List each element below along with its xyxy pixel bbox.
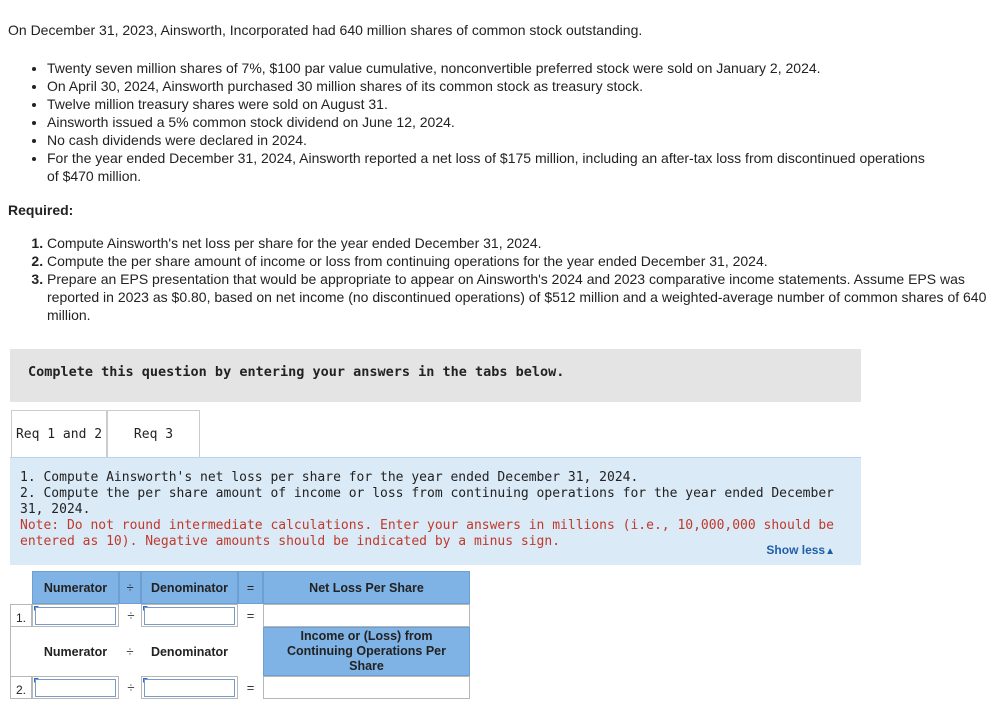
continuing-operations-header: Income or (Loss) from Continuing Operations Per Share <box>263 627 470 676</box>
fact-item: • Twenty seven million shares of 7%, $100 par value cumulative, nonconvertible preferred stock were sold on January 2, 2024. <box>47 59 927 77</box>
net-loss-per-share-result <box>263 604 470 627</box>
tab-req-3[interactable] <box>107 410 200 458</box>
row-label-2: 2. <box>10 676 32 699</box>
equals-sign-2: = <box>246 680 255 695</box>
equals-sign-1: = <box>246 608 255 623</box>
denominator-cell-1 <box>141 604 238 627</box>
tab-label: Req 1 and 2 <box>15 427 103 442</box>
intro-text: On December 31, 2023, Ainsworth, Incorporated had 640 million shares of common stock outstanding. <box>8 22 643 38</box>
grid-corner <box>10 571 32 604</box>
instructions-banner <box>10 349 861 402</box>
numerator-header-2: Numerator <box>43 644 108 659</box>
denominator-input-1[interactable] <box>144 607 235 625</box>
fact-item: • For the year ended December 31, 2024, Ainsworth reported a net loss of $175 million, including an after-tax loss from discontinued operations of $470 million. <box>47 149 927 185</box>
divide-header: ÷ <box>119 571 141 604</box>
denominator-header-2: Denominator <box>150 644 229 659</box>
tab-label: Req 3 <box>133 426 174 442</box>
divide-header-2: ÷ <box>126 644 134 659</box>
facts-list <box>20 59 927 185</box>
grid-spacer <box>10 627 32 676</box>
show-less-link[interactable] <box>766 542 835 560</box>
denominator-cell-2 <box>141 676 238 699</box>
numerator-cell-1 <box>32 604 119 627</box>
denominator-input-2[interactable] <box>144 679 235 697</box>
fact-item: • Twelve million treasury shares were sold on August 31. <box>47 95 927 113</box>
row-label-1: 1. <box>10 604 32 627</box>
fact-item: • On April 30, 2024, Ainsworth purchased 30 million shares of its common stock as treasury stock. <box>47 77 927 95</box>
numerator-input-1[interactable] <box>35 607 116 625</box>
divide-sign-2: ÷ <box>127 680 135 695</box>
denominator-header: Denominator <box>141 571 238 604</box>
question-panel <box>10 457 861 565</box>
divide-sign-1: ÷ <box>127 608 135 623</box>
instructions-text: Complete this question by entering your answers in the tabs below. <box>28 364 565 380</box>
requirement-item: 1. Compute Ainsworth's net loss per share for the year ended December 31, 2024. <box>47 234 987 252</box>
equals-header: = <box>238 571 263 604</box>
show-less-label: Show less <box>766 543 826 557</box>
panel-note: Note: Do not round intermediate calculations. Enter your answers in millions (i.e., 10,000,000 should be entered as 10). Negative amounts should be indicated by a minus sign. <box>20 518 834 549</box>
continuing-operations-result <box>263 676 470 699</box>
fact-item: • Ainsworth issued a 5% common stock dividend on June 12, 2024. <box>47 113 927 131</box>
tab-req-1-and-2[interactable] <box>11 410 107 458</box>
panel-question-1: 1. Compute Ainsworth's net loss per share for the year ended December 31, 2024. <box>20 470 639 485</box>
net-loss-per-share-header: Net Loss Per Share <box>263 571 470 604</box>
numerator-cell-2 <box>32 676 119 699</box>
numerator-header: Numerator <box>32 571 119 604</box>
required-heading: Required: <box>8 202 74 218</box>
triangle-up-icon: ▲ <box>825 546 835 557</box>
requirement-item: 3. Prepare an EPS presentation that would be appropriate to appear on Ainsworth's 2024 and 2023 comparative income statements. Assume EPS was reported in 2023 as $0.80, based on net income (no discontinued operations) of $512 million and a weighted-average number of common shares of 640 million. <box>47 270 987 324</box>
requirement-item: 2. Compute the per share amount of income or loss from continuing operations for the year ended December 31, 2024. <box>47 252 987 270</box>
numerator-input-2[interactable] <box>35 679 116 697</box>
fact-item: • No cash dividends were declared in 2024. <box>47 131 927 149</box>
requirements-list <box>20 234 987 324</box>
panel-question-2: 2. Compute the per share amount of income or loss from continuing operations for the year ended December 31, 2024. <box>20 486 834 517</box>
